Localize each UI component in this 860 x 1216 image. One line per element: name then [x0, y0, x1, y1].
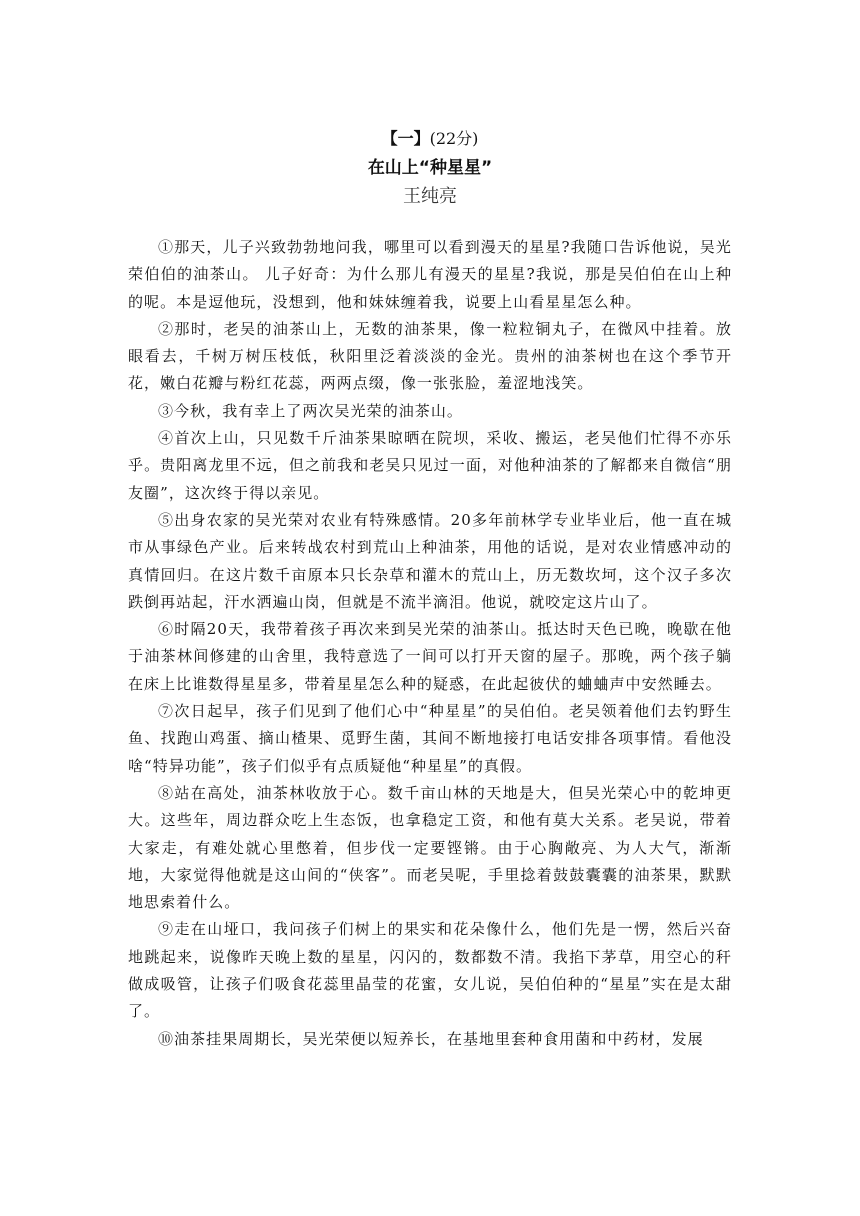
paragraph-6: ⑥时隔20天，我带着孩子再次来到吴光荣的油茶山。抵达时天色已晚，晚歇在他于油茶林间修建的山舍里，我特意选了一间可以打开天窗的屋子。那晚，两个孩子躺在床上比谁数得星星多，带着星星怎么种的疑惑，在此起彼伏的蛐蛐声中安然睡去。	[128, 620, 732, 693]
paragraph-7: ⑦次日起早，孩子们见到了他们心中“种星星”的吴伯伯。老吴领着他们去钓野生鱼、找跑山鸡蛋、摘山楂果、觅野生菌，其间不断地接打电话安排各项事情。看他没啥“特异功能”，孩子们似乎有点质疑他“种星星”的真假。	[128, 702, 732, 775]
paragraph-4: ④首次上山，只见数千斤油茶果晾晒在院坝，采收、搬运，老吴他们忙得不亦乐乎。贵阳离龙里不远，但之前我和老吴只见过一面，对他种油茶的了解都来自微信“朋友圈”，这次终于得以亲见。	[128, 429, 732, 502]
section-number: 【一】	[381, 129, 430, 148]
paragraph-1: ①那天，儿子兴致勃勃地问我，哪里可以看到漫天的星星?我随口告诉他说，吴光荣伯伯的油茶山。 儿子好奇：为什么那儿有漫天的星星?我说，那是吴伯伯在山上种的呢。本是逗他玩，没想到，他和妹妹缠着我，说要上山看星星怎么种。	[128, 238, 732, 311]
paragraph-5: ⑤出身农家的吴光荣对农业有特殊感情。20多年前林学专业毕业后，他一直在城市从事绿色产业。后来转战农村到荒山上种油茶，用他的话说，是对农业情感冲动的真情回归。在这片数千亩原本只长杂草和灌木的荒山上，历无数坎坷，这个汉子多次跌倒再站起，汗水洒遍山岗，但就是不流半滴泪。他说，就咬定这片山了。	[128, 510, 732, 611]
paragraph-8: ⑧站在高处，油茶林收放于心。数千亩山林的天地是大，但吴光荣心中的乾坤更大。这些年，周边群众吃上生态饭，也拿稳定工资，和他有莫大关系。老吴说，带着大家走，有难处就心里憋着，但步伐一定要铿锵。由于心胸敞亮、为人大气，渐渐地，大家觉得他就是这山间的“侠客”。而老吴呢，手里捻着鼓鼓囊囊的油茶果，默默地思索着什么。	[128, 783, 732, 912]
article-author: 王纯亮	[403, 186, 457, 207]
section-score: (22分)	[429, 129, 479, 148]
article-title: 在山上“种星星”	[367, 158, 493, 178]
article-body	[128, 234, 732, 1053]
paragraph-9: ⑨走在山垭口，我问孩子们树上的果实和花朵像什么，他们先是一愣，然后兴奋地跳起来，说像昨天晚上数的星星，闪闪的，数都数不清。我掐下茅草，用空心的秆做成吸管，让孩子们吸食花蕊里晶莹的花蜜，女儿说，吴伯伯种的“星星”实在是太甜了。	[128, 920, 732, 1021]
section-heading	[0, 128, 860, 150]
paragraph-3: ③今秋，我有幸上了两次吴光荣的油茶山。	[158, 401, 463, 420]
paragraph-2: ②那时，老吴的油茶山上，无数的油茶果，像一粒粒铜丸子，在微风中挂着。放眼看去，千树万树压枝低，秋阳里泛着淡淡的金光。贵州的油茶树也在这个季节开花，嫩白花瓣与粉红花蕊，两两点缀，像一张张脸，羞涩地浅笑。	[128, 319, 732, 393]
paragraph-10: ⑩油茶挂果周期长，吴光荣便以短养长，在基地里套种食用菌和中药材，发展	[158, 1029, 704, 1048]
